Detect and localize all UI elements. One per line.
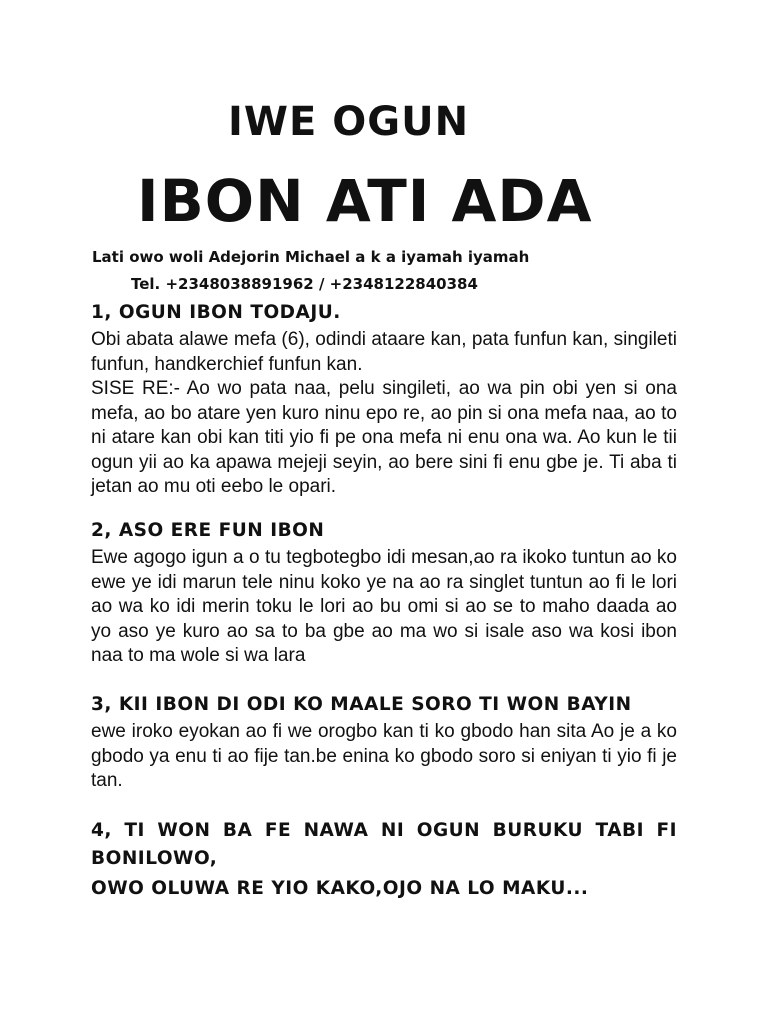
section-heading: 3, KII IBON DI ODI KO MAALE SORO TI WON BAYIN [91, 694, 632, 715]
section-3 [91, 693, 677, 794]
section-heading: 4, TI WON BA FE NAWA NI OGUN BURUKU TABI FI BONILOWO, [91, 820, 677, 869]
section-paragraph: SISE RE:- Ao wo pata naa, pelu singileti, ao wa pin obi yen si ona mefa, ao bo atare yen kuro ninu epo re, ao pin si ona mefa naa, ao to ni atare kan obi kan titi yio fi pe ona mefa ni enu ona wa. Ao kun le tii ogun yii ao ka apawa mejeji seyin, ao bere sini fi enu gbe je. Ti aba ti jetan ao mu oti eebo le opari. [91, 378, 677, 498]
section-heading: 1, OGUN IBON TODAJU. [91, 302, 341, 323]
section-paragraph: ewe iroko eyokan ao fi we orogbo kan ti ko gbodo han sita Ao je a ko gbodo ya enu ti ao fije tan.be enina ko gbodo soro si eniyan ti yio fi je tan. [91, 721, 677, 792]
document-title: IWE OGUN [228, 99, 470, 145]
document-subtitle: IBON ATI ADA [137, 167, 593, 235]
author-line: Lati owo woli Adejorin Michael a k a iyamah iyamah [92, 248, 530, 266]
section-1 [91, 301, 677, 500]
closing-line: OWO OLUWA RE YIO KAKO,OJO NA LO MAKU... [91, 878, 589, 899]
section-paragraph: Ewe agogo igun a o tu tegbotegbo idi mesan,ao ra ikoko tuntun ao ko ewe ye idi marun tele ninu koko ye na ao ra singlet tuntun ao fi le lori ao wa ko idi merin toku le lori ao bu omi si ao se to maho daada ao yo aso ye kuro ao sa to ba gbe ao ma wo si isale aso wa kosi ibon naa to ma wole si wa lara [91, 547, 677, 667]
phone-line: Tel. +2348038891962 / +2348122840384 [131, 275, 478, 293]
section-heading: 2, ASO ERE FUN IBON [91, 520, 325, 541]
section-4 [91, 817, 677, 903]
section-paragraph: Obi abata alawe mefa (6), odindi ataare kan, pata funfun kan, singileti funfun, handkerchief funfun kan. [91, 329, 677, 375]
section-2 [91, 519, 677, 669]
